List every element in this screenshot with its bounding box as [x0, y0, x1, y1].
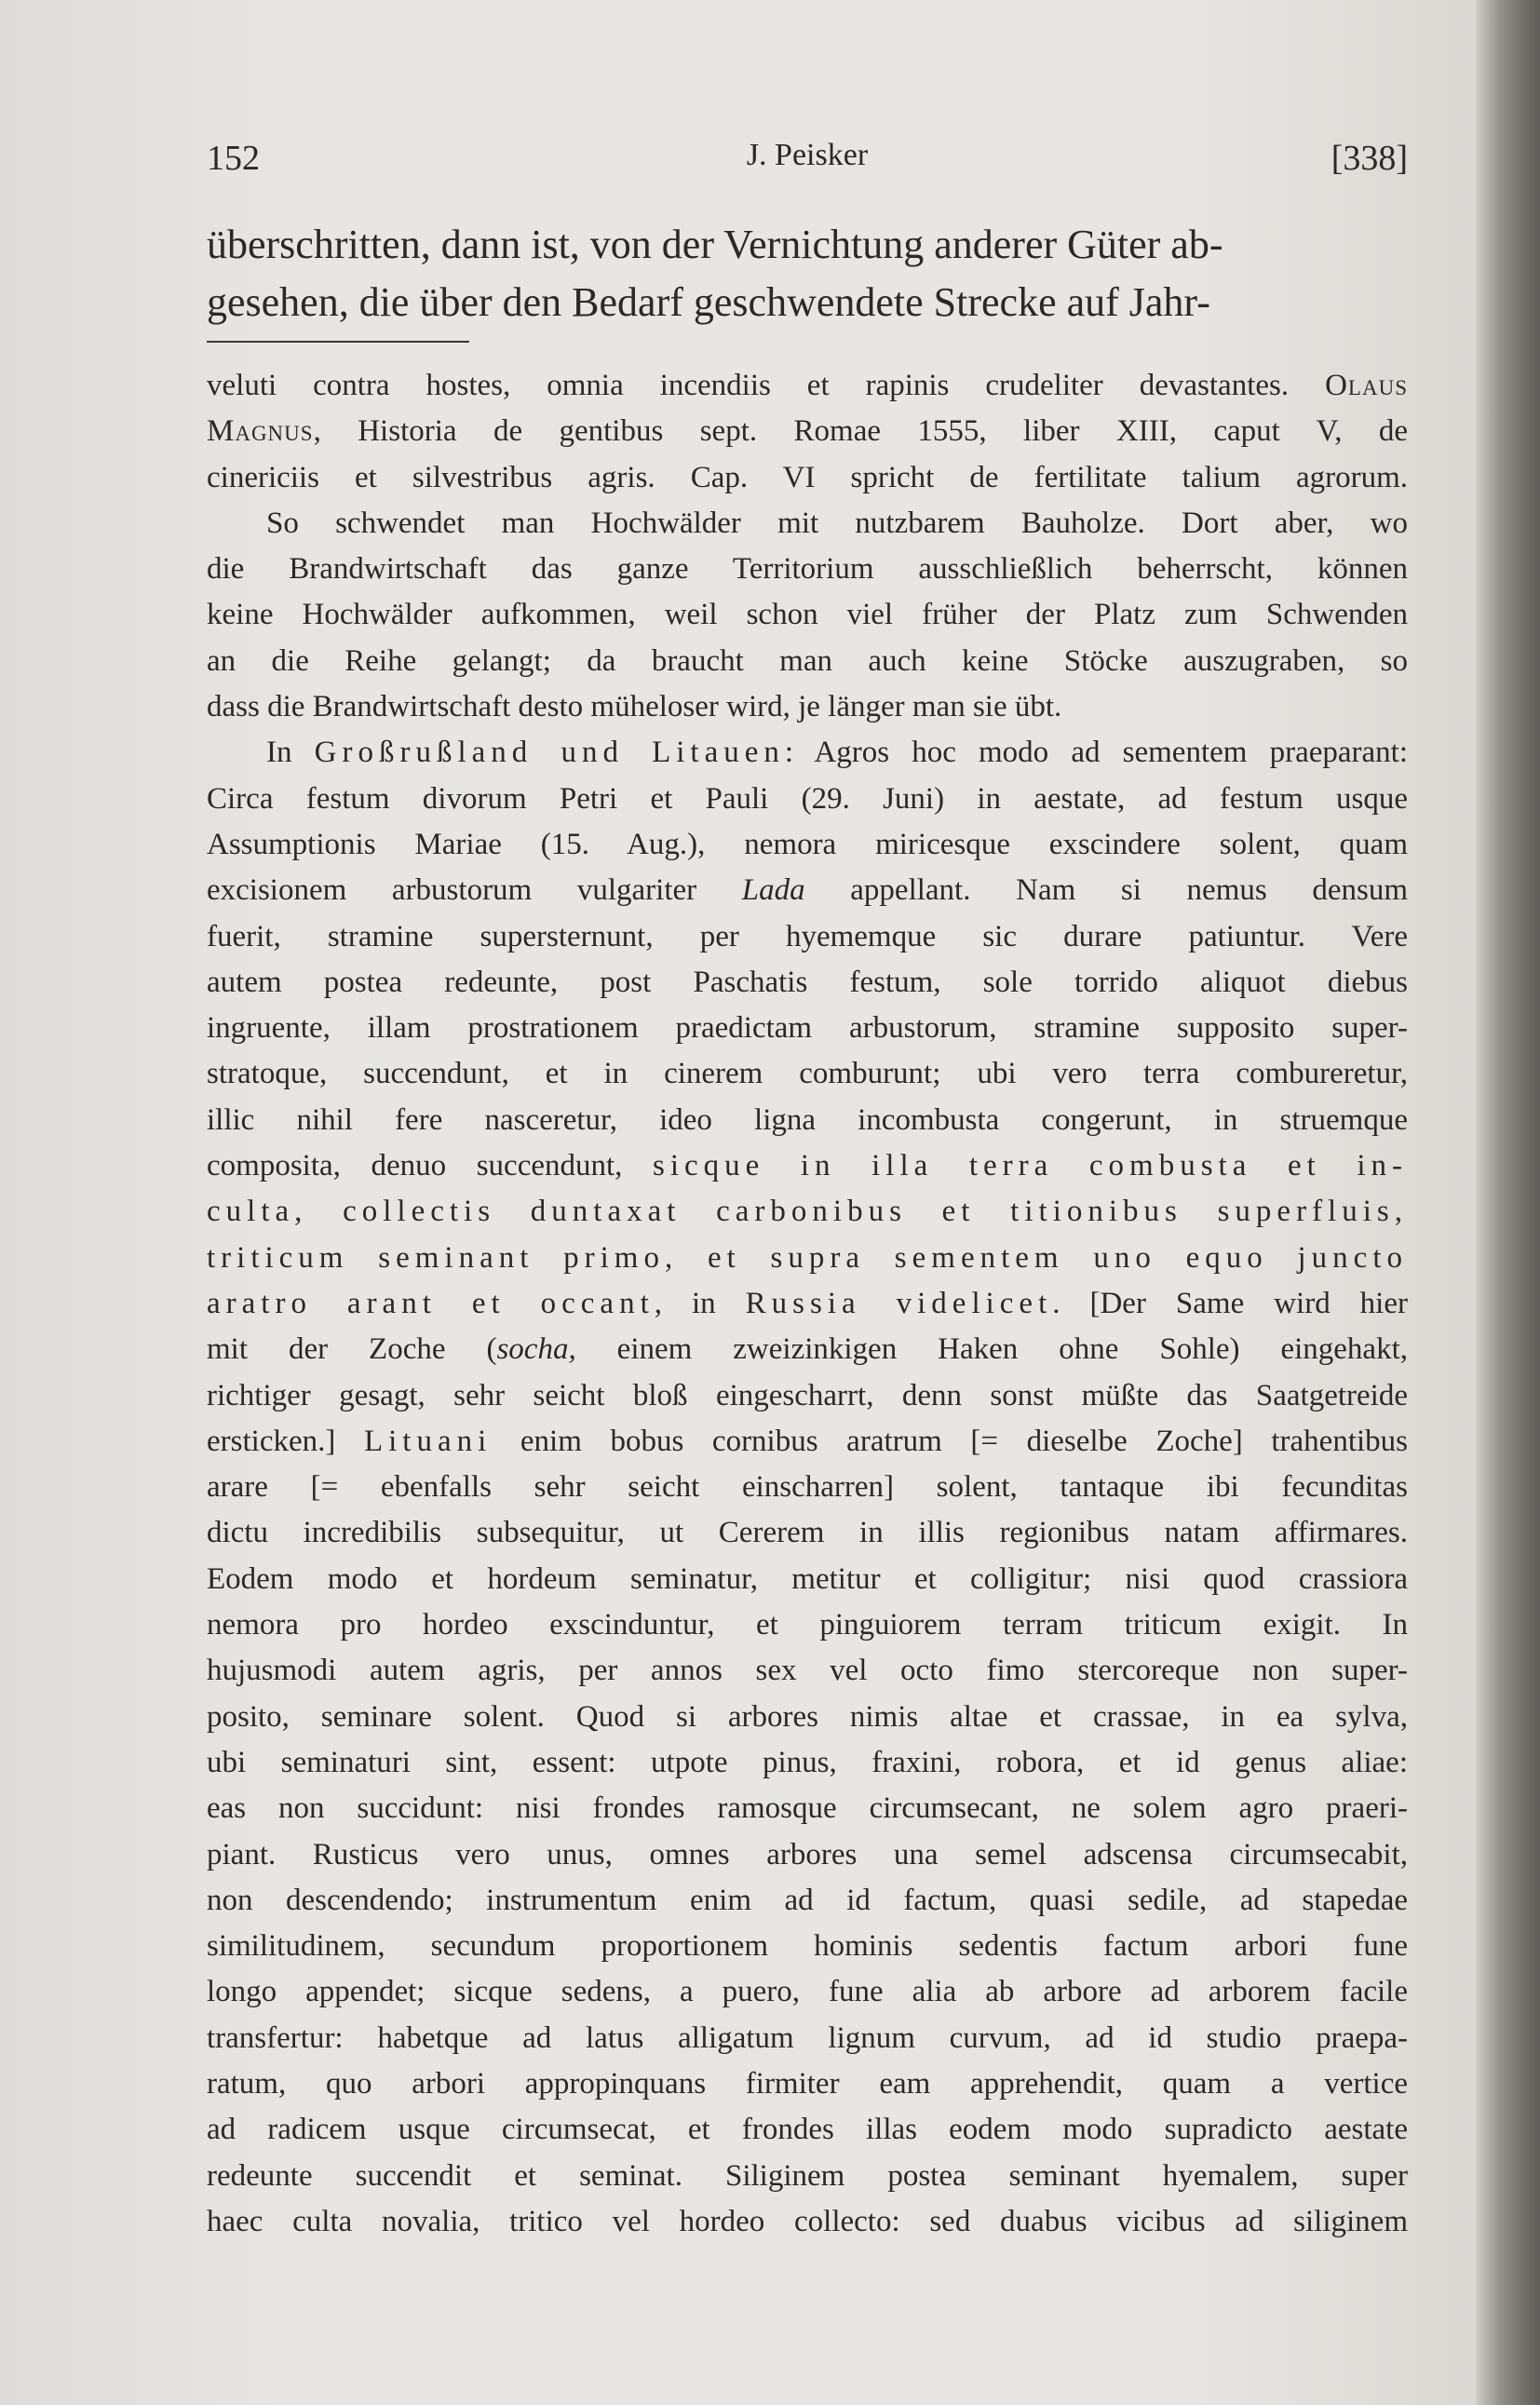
footnote-line: an die Reihe gelangt; da braucht man auch keine Stöcke auszugraben, so	[207, 643, 1408, 678]
footnote-line: haec culta novalia, tritico vel hordeo collecto: sed duabus vicibus ad siliginem	[207, 2204, 1408, 2238]
footnote-line: So schwendet man Hochwälder mit nutzbarem Bauholze. Dort aber, wo	[266, 506, 1408, 540]
footnote-line: similitudinem, secundum proportionem hominis sedentis factum arbori fune	[207, 1929, 1408, 1964]
footnote-line	[207, 1143, 1408, 1189]
running-head-author: J. Peisker	[746, 138, 869, 172]
spaced-text: Lituani	[363, 1424, 493, 1458]
footnote-text: excisionem arbustorum vulgariter	[207, 873, 742, 908]
footnote-text: In	[266, 736, 315, 770]
body-line: gesehen, die über den Bedarf geschwendete Strecke auf Jahr-	[207, 279, 1210, 325]
author-name: Olaus	[1325, 369, 1408, 402]
footnote-line: eas non succidunt: nisi frondes ramosque circumsecant, ne solem agro praeri-	[207, 1791, 1408, 1826]
spaced-text: Großrußland und Litauen	[314, 736, 785, 770]
footnote-text: : Agros hoc modo ad sementem praeparant:	[784, 736, 1408, 770]
footnote-text: mit der Zoche (	[207, 1332, 497, 1367]
footnote-text: , in	[654, 1286, 746, 1320]
footnote-line: transfertur: habetque ad latus alligatum lignum curvum, ad id studio praepa-	[207, 2020, 1408, 2055]
spaced-text: aratro arant et occant	[207, 1286, 655, 1320]
footnote-line: non descendendo; instrumentum enim ad id factum, quasi sedile, ad stapedae	[207, 1883, 1408, 1917]
footnote-line: posito, seminare solent. Quod si arbores nimis altae et crassae, in ea sylva,	[207, 1699, 1408, 1734]
footnote-line	[207, 409, 1408, 454]
footnote-text: enim bobus cornibus aratrum [= dieselbe Zoche] trahentibus	[492, 1424, 1408, 1458]
footnote-line: autem postea redeunte, post Paschatis festum, sole torrido aliquot diebus	[207, 965, 1408, 999]
footnote-line: hujusmodi autem agris, per annos sex vel octo fimo stercoreque non super-	[207, 1654, 1408, 1688]
page-edge-shadow	[1476, 0, 1540, 2405]
footnote-text: veluti contra hostes, omnia incendiis et rapinis crudeliter devastantes.	[207, 369, 1290, 402]
running-header	[207, 138, 1408, 181]
footnote-line	[207, 363, 1408, 409]
footnote-text: ersticken.]	[207, 1424, 364, 1458]
footnote-line: nemora pro hordeo exscinduntur, et pinguiorem terram triticum exigit. In	[207, 1608, 1408, 1642]
footnote-text: appellant. Nam si nemus densum	[804, 873, 1408, 908]
page-number: 152	[207, 139, 260, 178]
footnote-line: illic nihil fere nasceretur, ideo ligna incombusta congerunt, in struemque	[207, 1102, 1408, 1137]
footnote-line: triticum seminant primo, et supra sementem uno equo juncto	[207, 1240, 1408, 1275]
spaced-text: sicque in illa terra combusta et in-	[653, 1149, 1408, 1183]
italic-term: Lada	[741, 873, 805, 908]
footnote-line	[207, 1419, 1408, 1465]
footnote-line	[207, 1281, 1408, 1327]
footnote-line: stratoque, succendunt, et in cinerem comburunt; ubi vero terra combureretur,	[207, 1057, 1408, 1091]
footnote-line: cinericiis et silvestribus agris. Cap. VI spricht de fertilitate talium agrorum.	[207, 460, 1408, 494]
footnote-line: Circa festum divorum Petri et Pauli (29. Juni) in aestate, ad festum usque	[207, 781, 1408, 816]
footnote-line: ratum, quo arbori appropinquans firmiter eam apprehendit, quam a vertice	[207, 2066, 1408, 2101]
footnote-text: einem zweizinkigen Haken ohne Sohle) eingehakt,	[575, 1332, 1408, 1367]
footnote-line: Assumptionis Mariae (15. Aug.), nemora miricesque exscindere solent, quam	[207, 827, 1408, 861]
footnote-line: piant. Rusticus vero unus, omnes arbores una semel adscensa circumsecabit,	[207, 1837, 1408, 1871]
footnote-line: longo appendet; sicque sedens, a puero, fune alia ab arbore ad arborem facile	[207, 1975, 1408, 2009]
footnote-text: , Historia de gentibus sept. Romae 1555, liber XIII, caput V, de	[313, 414, 1408, 449]
italic-term: socha,	[496, 1332, 576, 1367]
footnote-line: Eodem modo et hordeum seminatur, metitur et colligitur; nisi quod crassiora	[207, 1561, 1408, 1596]
footnote-text: . [Der Same wird hier	[1052, 1286, 1408, 1320]
footnote-line	[207, 730, 1408, 776]
footnote-text: composita, denuo succendunt,	[207, 1149, 653, 1183]
footnote-line: ad radicem usque circumsecat, et frondes illas eodem modo supradicto aestate	[207, 2113, 1408, 2147]
footnote-line	[207, 868, 1408, 913]
footnote-separator	[207, 341, 469, 343]
body-line: überschritten, dann ist, von der Vernichtung anderer Güter ab-	[207, 222, 1223, 267]
footnote-line: fuerit, stramine supersternunt, per hyememque sic durare patiuntur. Vere	[207, 919, 1408, 953]
footnote-line: keine Hochwälder aufkommen, weil schon viel früher der Platz zum Schwenden	[207, 598, 1408, 632]
footnote-line: ubi seminaturi sint, essent: utpote pinus, fraxini, robora, et id genus aliae:	[207, 1745, 1408, 1779]
footnote-line	[207, 1327, 1408, 1372]
footnote-line: arare [= ebenfalls sehr seicht einscharren] solent, tantaque ibi fecunditas	[207, 1470, 1408, 1505]
footnote-line: dictu incredibilis subsequitur, ut Cererem in illis regionibus natam affirmares.	[207, 1516, 1408, 1550]
footnote-line: die Brandwirtschaft das ganze Territorium ausschließlich beherrscht, können	[207, 552, 1408, 587]
spaced-text: Russia videlicet	[745, 1286, 1053, 1320]
footnote-line: ingruente, illam prostrationem praedictam arbustorum, stramine supposito super-	[207, 1011, 1408, 1046]
footnote-line: dass die Brandwirtschaft desto müheloser wird, je länger man sie übt.	[207, 690, 1062, 724]
footnote-line: redeunte succendit et seminat. Siliginem postea seminant hyemalem, super	[207, 2158, 1408, 2193]
original-page-number: [338]	[1331, 139, 1408, 178]
footnote	[207, 363, 1408, 2245]
footnote-line: culta, collectis duntaxat carbonibus et titionibus superfluis,	[207, 1195, 1408, 1229]
author-name: Magnus	[207, 414, 314, 449]
body-text	[207, 216, 1408, 331]
footnote-line: richtiger gesagt, sehr seicht bloß eingescharrt, denn sonst müßte das Saatgetreide	[207, 1378, 1408, 1412]
